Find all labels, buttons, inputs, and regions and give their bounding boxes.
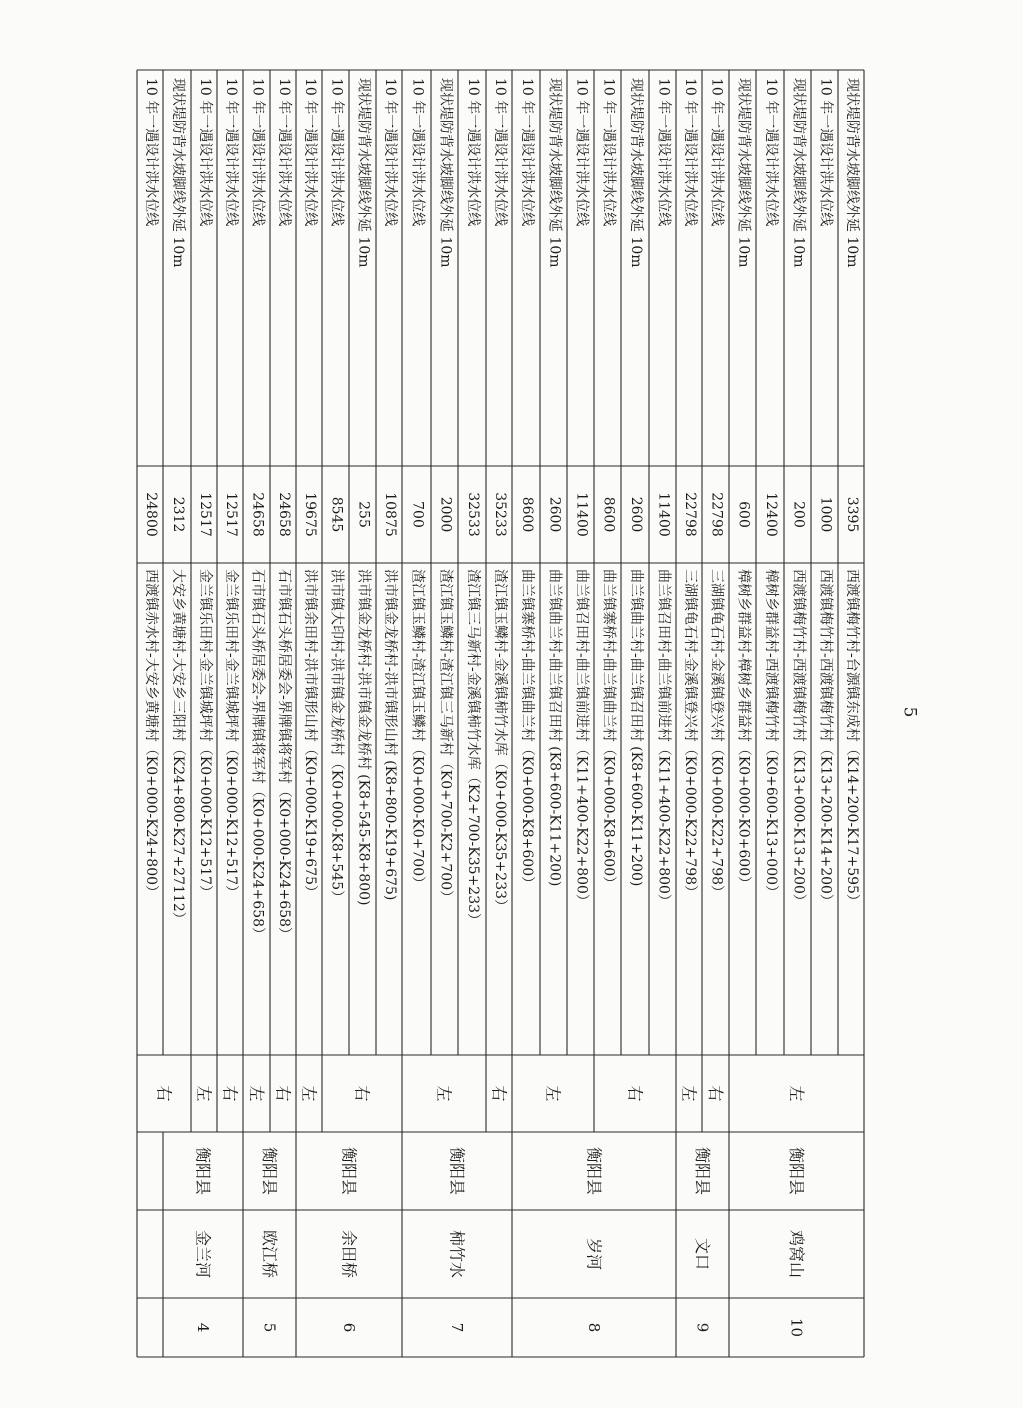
row-number-cell: 4 — [194, 1322, 212, 1333]
standard-cell: 10 年一遇设计洪水位线 — [143, 78, 159, 227]
standard-cell: 现状堤防背水坡脚线外延 10m — [437, 78, 454, 268]
length-cell: 8600 — [519, 496, 535, 533]
county-cell: 衡阳县 — [260, 1146, 279, 1196]
county-cell: 衡阳县 — [693, 1146, 712, 1196]
standard-cell: 10 年一遇设计洪水位线 — [276, 78, 292, 227]
standard-cell: 10 年一遇设计洪水位线 — [328, 78, 345, 227]
length-cell: 10875 — [382, 492, 398, 537]
standard-cell: 10 年一遇设计洪水位线 — [682, 78, 698, 227]
bank-side-cell: 右 — [706, 1085, 725, 1102]
length-cell: 22798 — [682, 492, 698, 537]
scope-cell: 曲兰镇寨桥村-曲兰镇曲兰村（K0+000-K8+600） — [600, 569, 617, 891]
county-cell: 衡阳县 — [584, 1146, 604, 1196]
standard-cell: 10 年一遇设计洪水位线 — [249, 78, 266, 227]
standard-cell: 现状堤防背水坡脚线外延 10m — [735, 78, 752, 268]
scope-cell: 石市镇石头桥居委会-界牌镇将军村（K0+000-K24+658） — [276, 569, 292, 942]
standard-cell: 10 年一遇设计洪水位线 — [600, 78, 617, 227]
standard-cell: 10 年一遇设计洪水位线 — [519, 78, 535, 227]
length-cell: 3395 — [844, 496, 860, 533]
scope-cell: 渣江镇玉鳞村-渣江镇玉鳞村（K0+000-K0+700） — [409, 569, 426, 891]
scope-cell: 石市镇石头桥居委会-界牌镇将军村（K0+000-K24+658） — [249, 569, 266, 942]
scope-cell: 西渡镇梅竹村-西渡镇梅竹村（K13+000-K13+200） — [790, 569, 807, 908]
bank-side-cell: 右 — [220, 1085, 240, 1102]
scope-cell: 曲兰镇曲兰村-曲兰镇召田村 (K8+600-K11+200) — [628, 569, 644, 887]
length-cell: 19675 — [302, 492, 318, 537]
standard-cell: 10 年一遇设计洪水位线 — [655, 78, 672, 227]
standard-cell: 现状堤防背水坡脚线外延 10m — [790, 78, 807, 268]
page-number: 5 — [899, 706, 920, 718]
length-cell: 24658 — [276, 492, 292, 537]
standard-cell: 10 年一遇设计洪水位线 — [492, 78, 508, 227]
scope-cell: 三湖镇龟石村-金溪镇登兴村（K0+000-K22+798） — [708, 569, 725, 900]
row-number-cell: 9 — [693, 1322, 712, 1333]
length-cell: 32533 — [465, 492, 481, 537]
row-number-cell: 10 — [787, 1317, 806, 1338]
length-cell: 2600 — [628, 496, 644, 533]
length-cell: 255 — [355, 501, 372, 528]
standard-cell: 现状堤防背水坡脚线外延 10m — [170, 78, 186, 268]
standard-cell: 现状堤防背水坡脚线外延 10m — [844, 78, 860, 268]
scope-cell: 渣江镇玉鳞村-金溪镇柿竹水库（K0+000-K35+233） — [492, 569, 508, 914]
length-cell: 12517 — [223, 492, 239, 537]
scope-cell: 曲兰镇召田村-曲兰镇前进村（K11+400-K22+800） — [573, 569, 590, 908]
bank-side-cell: 左 — [787, 1085, 806, 1102]
standard-cell: 10 年一遇设计洪水位线 — [817, 78, 834, 227]
length-cell: 12517 — [197, 492, 213, 537]
bank-side-cell: 右 — [352, 1085, 372, 1102]
bank-side-cell: 左 — [543, 1085, 563, 1102]
scope-cell: 洪市镇大印村-洪市镇金龙桥村（K0+000-K8+545） — [328, 569, 345, 905]
row-number-cell: 7 — [448, 1322, 466, 1333]
row-number-cell: 8 — [585, 1322, 603, 1333]
standard-cell: 10 年一遇设计洪水位线 — [573, 78, 590, 227]
length-cell: 8545 — [328, 496, 345, 533]
length-cell: 24658 — [249, 492, 266, 537]
river-name-cell: 金兰河 — [193, 1229, 213, 1279]
standard-cell: 10 年一遇设计洪水位线 — [763, 78, 779, 227]
standard-cell: 现状堤防背水坡脚线外延 10m — [546, 78, 563, 268]
length-cell: 11400 — [573, 492, 590, 537]
length-cell: 8600 — [600, 496, 617, 533]
standard-cell: 10 年一遇设计洪水位线 — [302, 78, 318, 227]
scope-cell: 曲兰镇寨桥村-曲兰镇曲兰村（K0+000-K8+600） — [519, 569, 535, 891]
length-cell: 1000 — [817, 496, 834, 533]
scope-cell: 金兰镇乐田村-金兰镇城坪村（K0+000-K12+517） — [223, 569, 239, 900]
standard-cell: 10 年一遇设计洪水位线 — [223, 78, 239, 227]
river-name-cell: 柿竹水 — [447, 1229, 467, 1279]
standard-cell: 10 年一遇设计洪水位线 — [465, 78, 481, 227]
bank-side-cell: 右 — [273, 1085, 293, 1102]
length-cell: 35233 — [492, 492, 508, 537]
length-cell: 22798 — [708, 492, 725, 537]
length-cell: 700 — [409, 501, 426, 528]
scope-cell: 渣江镇玉鳞村-渣江镇三马新村（K0+700-K2+700） — [437, 569, 454, 905]
county-cell: 衡阳县 — [787, 1146, 806, 1196]
river-name-cell: 欧江桥 — [260, 1229, 279, 1279]
scope-cell: 樟树乡群益村-樟树乡群益村（K0+000-K0+600） — [735, 569, 752, 891]
scope-cell: 渣江镇三马新村-金溪镇柿竹水库（K2+700-K35+233） — [465, 569, 481, 928]
scope-cell: 西渡镇赤水村-大安乡黄塘村（K0+000-K24+800） — [143, 569, 159, 900]
scope-cell: 曲兰镇召田村-曲兰镇前进村（K11+400-K22+800） — [655, 569, 672, 908]
standard-cell: 10 年一遇设计洪水位线 — [197, 78, 213, 227]
bank-side-cell: 左 — [679, 1085, 699, 1102]
scope-cell: 金兰镇乐田村-金兰镇城坪村（K0+000-K12+517） — [197, 569, 213, 900]
scope-cell: 西渡镇梅竹村-西渡镇梅竹村（K13+200-K14+200） — [817, 569, 834, 908]
bank-side-cell: 右 — [625, 1085, 645, 1102]
standard-cell: 10 年一遇设计洪水位线 — [409, 78, 426, 227]
bank-side-cell: 右 — [154, 1085, 174, 1102]
county-cell: 衡阳县 — [447, 1146, 467, 1196]
standard-cell: 10 年一遇设计洪水位线 — [382, 78, 398, 227]
bank-side-cell: 右 — [489, 1085, 509, 1102]
bank-side-cell: 左 — [434, 1085, 454, 1102]
length-cell: 2312 — [170, 496, 186, 533]
length-cell: 11400 — [655, 492, 672, 537]
bank-side-cell: 左 — [299, 1085, 319, 1102]
standard-cell: 10 年一遇设计洪水位线 — [708, 78, 725, 227]
bank-side-cell: 左 — [247, 1085, 266, 1102]
scope-cell: 洪市镇金龙桥村-洪市镇金龙桥村 (K8+545-K8+800) — [355, 569, 372, 906]
bank-side-cell: 左 — [194, 1085, 214, 1102]
scope-cell: 大安乡黄塘村-大安乡三阳村（K24+800-K27+27112） — [170, 569, 186, 926]
river-name-cell: 文口 — [693, 1237, 712, 1271]
length-cell: 12400 — [763, 492, 779, 537]
river-name-cell: 余田桥 — [339, 1229, 359, 1279]
row-number-cell: 5 — [260, 1322, 279, 1333]
river-name-cell: 鸡窝山 — [787, 1229, 806, 1279]
length-cell: 600 — [735, 501, 752, 528]
length-cell: 200 — [790, 501, 807, 528]
length-cell: 2000 — [437, 496, 454, 533]
standard-cell: 现状堤防背水坡脚线外延 10m — [628, 78, 644, 268]
scope-cell: 三湖镇龟石村-金溪镇登兴村（K0+000-K22+798） — [682, 569, 698, 900]
county-cell: 衡阳县 — [339, 1146, 359, 1196]
scope-cell: 洪市镇金龙桥村-洪市镇形山村 (K8+800-K19+675) — [382, 569, 398, 901]
length-cell: 24800 — [143, 492, 159, 537]
county-cell: 衡阳县 — [193, 1146, 213, 1196]
standard-cell: 现状堤防背水坡脚线外延 10m — [355, 78, 372, 268]
length-cell: 2600 — [546, 496, 563, 533]
scope-cell: 西渡镇梅竹村-台源镇东成村（K14+200-K17+595） — [844, 569, 860, 908]
row-number-cell: 6 — [340, 1322, 358, 1333]
river-name-cell: 岁河 — [584, 1237, 604, 1271]
scope-cell: 曲兰镇曲兰村-曲兰镇召田村 (K8+600-K11+200) — [546, 569, 563, 887]
scope-cell: 洪市镇余田村-洪市镇形山村（K0+000-K19+675） — [302, 569, 318, 900]
scope-cell: 樟树乡群益村-西渡镇梅竹村（K0+600-K13+000） — [763, 569, 779, 900]
